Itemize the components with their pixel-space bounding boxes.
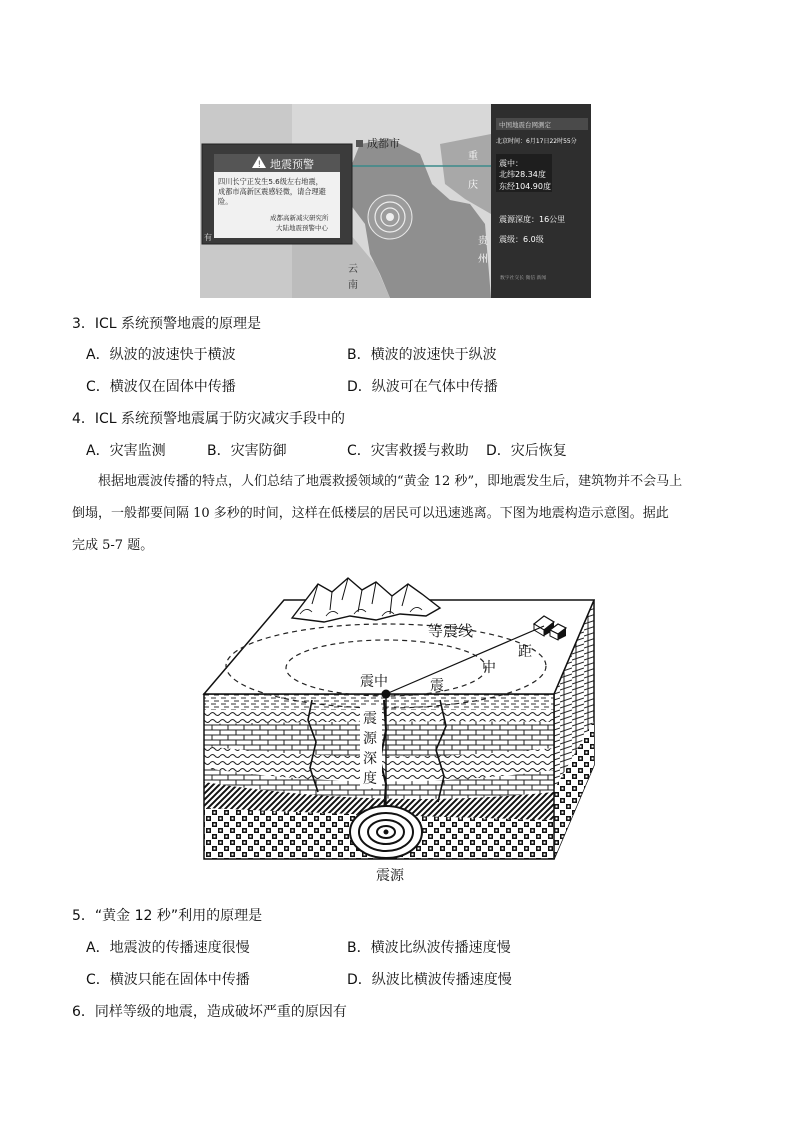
- isoseismal-label: 等震线: [428, 622, 474, 640]
- map-label: 州: [478, 254, 488, 265]
- question-3-option-a: A．纵波的波速快于横波: [86, 347, 236, 363]
- epicentral-distance-char: 中: [482, 660, 496, 676]
- question-5-option-d: D．纵波比横波传播速度慢: [347, 972, 512, 988]
- focal-depth-char: 源: [363, 731, 377, 747]
- question-5-option-b: B．横波比纵波传播速度慢: [347, 940, 511, 956]
- focus-label: 震源: [376, 868, 404, 884]
- svg-text:!: !: [257, 160, 262, 170]
- earthquake-structure-diagram: [200, 570, 595, 888]
- warning-text: 险。: [218, 197, 233, 206]
- warning-title: 地震预警: [270, 158, 314, 171]
- reading-passage: [72, 466, 726, 562]
- map-label: 南: [348, 280, 358, 291]
- focal-depth-char: 震: [363, 711, 377, 727]
- question-4-option-c: C．灾害救援与救助: [347, 443, 469, 459]
- epicentral-distance-char: 震: [430, 678, 444, 694]
- warning-text: 四川长宁正发生5.6级左右地震，: [218, 177, 323, 186]
- map-label: 贵: [478, 236, 488, 247]
- city-label: 成都市: [367, 137, 400, 150]
- warning-source: 大陆地震预警中心: [276, 224, 328, 232]
- passage-line: 根据地震波传播的特点，人们总结了地震救援领域的“黄金 12 秒”，即地震发生后，建筑物并不会马上: [98, 474, 683, 489]
- focal-depth-label: [360, 706, 382, 788]
- question-4-option-d: D．灾后恢复: [486, 443, 567, 459]
- earthquake-warning-figure: [200, 104, 591, 298]
- focal-depth-char: 深: [363, 751, 377, 767]
- question-5-option-c: C．横波只能在固体中传播: [86, 972, 250, 988]
- panel-time: 北京时间：6月17日22时55分: [496, 138, 577, 145]
- panel-epicenter-label: 震中：: [499, 159, 523, 168]
- warning-source: 成都高新减灾研究所: [270, 214, 329, 222]
- question-4-stem: 4．ICL 系统预警地震属于防灾减灾手段中的: [72, 411, 346, 427]
- passage-line: 倒塌，一般都要间隔 10 多秒的时间，这样在低楼层的居民可以迅速逃离。下图为地震构造示意图。据此: [72, 506, 669, 521]
- warning-corner-text: 有: [204, 233, 212, 242]
- passage-line: 完成 5-7 题。: [72, 538, 154, 553]
- map-label: 庆: [468, 180, 478, 191]
- question-4-option-b: B．灾害防御: [207, 443, 287, 459]
- question-5-stem: 5．“黄金 12 秒”利用的原理是: [72, 908, 263, 924]
- epicenter-label: 震中: [360, 674, 388, 690]
- mountains-icon: [292, 578, 440, 622]
- question-3-option-c: C．横波仅在固体中传播: [86, 379, 236, 395]
- question-3-stem: 3．ICL 系统预警地震的原理是: [72, 316, 262, 332]
- panel-header: 中国地震台网测定: [499, 121, 551, 129]
- question-6-stem: 6．同样等级的地震，造成破坏严重的原因有: [72, 1004, 347, 1020]
- question-3-option-d: D．纵波可在气体中传播: [347, 379, 498, 395]
- panel-longitude: 东经104.90度: [499, 182, 551, 191]
- panel-footer: 数字社交长 微信 新闻: [500, 276, 547, 281]
- panel-magnitude: 震级：6.0级: [499, 235, 544, 244]
- panel-depth: 震源深度：16公里: [499, 215, 566, 224]
- warning-text: 成都市高新区震感轻微，请合理避: [218, 187, 326, 196]
- question-4-option-a: A．灾害监测: [86, 443, 166, 459]
- focus-waves-icon: [350, 806, 422, 858]
- epicentral-distance-char: 距: [518, 644, 532, 660]
- question-5-option-a: A．地震波的传播速度很慢: [86, 940, 250, 956]
- panel-latitude: 北纬28.34度: [499, 170, 546, 179]
- map-label: 云: [348, 264, 358, 275]
- focal-depth-char: 度: [363, 771, 377, 787]
- question-3-option-b: B．横波的波速快于纵波: [347, 347, 497, 363]
- map-label: 重: [468, 151, 478, 162]
